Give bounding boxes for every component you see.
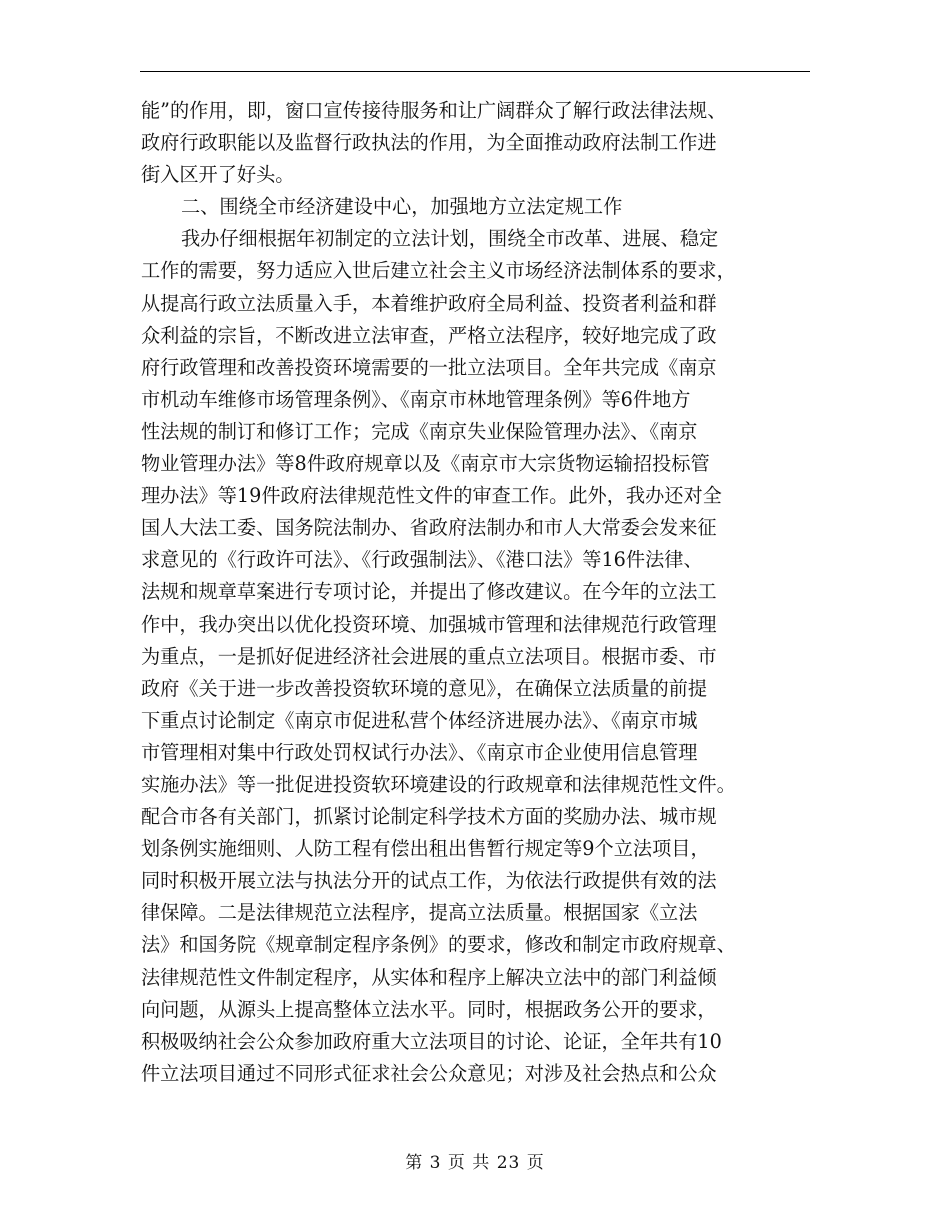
text-line: 政府《关于进一步改善投资软环境的意见》，在确保立法质量的前提 <box>141 676 708 700</box>
text-line: 街入区开了好头。 <box>141 163 295 187</box>
text-line: 法律规范性文件制定程序，从实体和程序上解决立法中的部门利益倾 <box>141 965 717 989</box>
text-line: 律保障。二是法律规范立法程序，提高立法质量。根据国家《立法 <box>141 901 698 925</box>
text-line: 众利益的宗旨，不断改进立法审查，严格立法程序，较好地完成了政 <box>141 323 717 347</box>
text-line: 二、围绕全市经济建设中心，加强地方立法定规工作 <box>181 195 623 219</box>
text-line: 从提高行政立法质量入手，本着维护政府全局利益、投资者利益和群 <box>141 291 717 315</box>
text-line: 市机动车维修市场管理条例》、《南京市林地管理条例》等6件地方 <box>141 387 691 411</box>
text-line: 同时积极开展立法与执法分开的试点工作，为依法行政提供有效的法 <box>141 869 717 893</box>
text-line: 国人大法工委、国务院法制办、省政府法制办和市人大常委会发来征 <box>141 516 717 540</box>
text-line: 积极吸纳社会公众参加政府重大立法项目的讨论、论证，全年共有10 <box>141 1029 722 1053</box>
text-line: 实施办法》等一批促进投资软环境建设的行政规章和法律规范性文件。 <box>141 772 736 796</box>
text-line: 下重点讨论制定《南京市促进私营个体经济进展办法》、《南京市城 <box>141 708 698 732</box>
text-line: 理办法》等19件政府法律规范性文件的审查工作。此外，我办还对全 <box>141 484 722 508</box>
text-line: 政府行政职能以及监督行政执法的作用，为全面推动政府法制工作进 <box>141 131 717 155</box>
text-line: 工作的需要，努力适应入世后建立社会主义市场经济法制体系的要求， <box>141 259 736 283</box>
text-line: 配合市各有关部门，抓紧讨论制定科学技术方面的奖励办法、城市规 <box>141 805 717 829</box>
text-line: 我办仔细根据年初制定的立法计划，围绕全市改革、进展、稳定 <box>181 227 719 251</box>
page-number-footer: 第 3 页 共 23 页 <box>405 1153 545 1173</box>
text-line: 物业管理办法》等8件政府规章以及《南京市大宗货物运输招投标管 <box>141 452 710 476</box>
text-line: 为重点，一是抓好促进经济社会进展的重点立法项目。根据市委、市 <box>141 644 717 668</box>
text-line: 求意见的《行政许可法》、《行政强制法》、《港口法》等16件法律、 <box>141 548 703 572</box>
text-line: 市管理相对集中行政处罚权试行办法》、《南京市企业使用信息管理 <box>141 740 698 764</box>
text-line: 向问题，从源头上提高整体立法水平。同时，根据政务公开的要求， <box>141 997 717 1021</box>
text-line: 划条例实施细则、人防工程有偿出租出售暂行规定等9个立法项目， <box>141 837 710 861</box>
text-line: 件立法项目通过不同形式征求社会公众意见；对涉及社会热点和公众 <box>141 1061 717 1085</box>
text-line: 府行政管理和改善投资环境需要的一批立法项目。全年共完成《南京 <box>141 355 717 379</box>
header-rule <box>140 71 810 72</box>
text-line: 能”的作用，即，窗口宣传接待服务和让广阔群众了解行政法律法规、 <box>141 99 727 122</box>
text-line: 法规和规章草案进行专项讨论，并提出了修改建议。在今年的立法工 <box>141 580 717 604</box>
text-line: 性法规的制订和修订工作；完成《南京失业保险管理办法》、《南京 <box>141 419 698 443</box>
body-text <box>141 95 821 1090</box>
text-line: 法》和国务院《规章制定程序条例》的要求，修改和制定市政府规章、 <box>141 933 736 957</box>
text-line: 作中，我办突出以优化投资环境、加强城市管理和法律规范行政管理 <box>141 612 717 636</box>
